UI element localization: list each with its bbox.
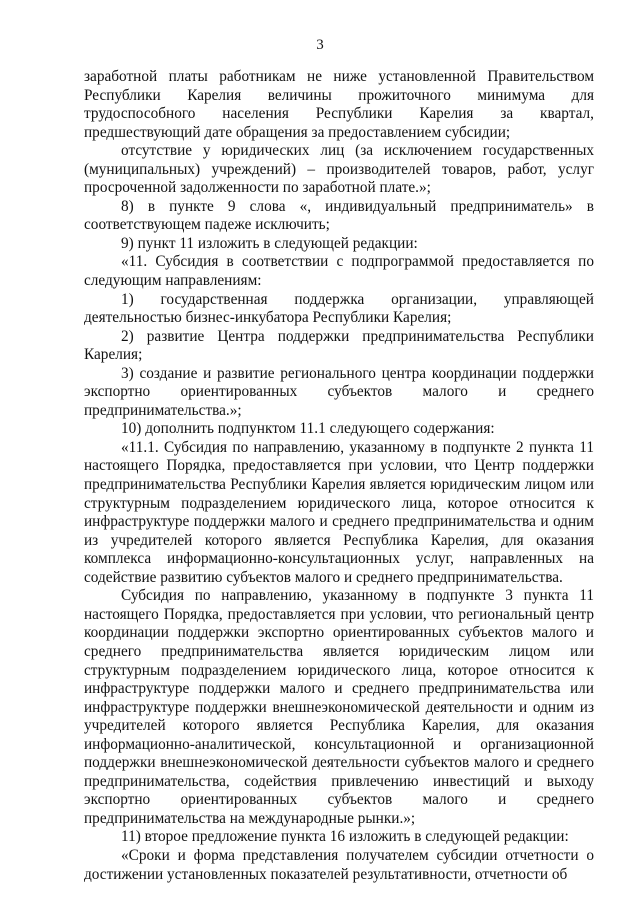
paragraph-point-11: «11. Субсидия в соответствии с подпрограммой предоставляется по следующим направлениям: xyxy=(84,253,594,290)
paragraph-item-11: 11) второе предложение пункта 16 изложить в следующей редакции: xyxy=(121,828,569,846)
paragraph-item-8: 8) в пункте 9 слова «, индивидуальный предприниматель» в соответствующем падеже исключить; xyxy=(84,197,594,234)
paragraph-direction-1: 1) государственная поддержка организации, управляющей деятельностью бизнес-инкубатора Республики Карелия; xyxy=(84,290,594,327)
document-body xyxy=(84,68,594,884)
paragraph-salary-condition: заработной платы работникам не ниже установленной Правительством Республики Карелия величины прожиточного минимума для трудоспособного населения Республики Карелия за квартал, предшествующий дате обращения за предоставлением субсидии; xyxy=(84,68,594,141)
paragraph-point-11-1: «11.1. Субсидия по направлению, указанному в подпункте 2 пункта 11 настоящего Порядка, предоставляется при условии, что Центр поддержки предпринимательства Республики Карелия является юридическим лицом или структурным подразделением юридического лица, которое относится к инфраструктуре поддержки малого и среднего предпринимательства и одним из учредителей которого является Республика Карелия, для оказания комплекса информационно-консультационных услуг, направленных на содействие развитию субъектов малого и среднего предпринимательства. xyxy=(84,438,594,586)
paragraph-direction-2: 2) развитие Центра поддержки предпринимательства Республики Карелия; xyxy=(84,327,594,364)
paragraph-item-10: 10) дополнить подпунктом 11.1 следующего содержания: xyxy=(121,420,495,438)
paragraph-subsidy-direction-3: Субсидия по направлению, указанному в подпункте 3 пункта 11 настоящего Порядка, предоставляется при условии, что региональный центр координации поддержки экспортно ориентированных субъектов малого и среднего предпринимательства является юридическим лицом или структурным подразделением юридического лица, которое относится к инфраструктуре поддержки малого и среднего предпринимательства или инфраструктуре поддержки внешнеэкономической деятельности и одним из учредителей которого является Республика Карелия, для оказания информационно-аналитической, консультационной и организационной поддержки внешнеэкономической деятельности субъектов малого и среднего предпринимательства, содействия привлечению инвестиций и выходу экспортно ориентированных субъектов малого и среднего предпринимательства на международные рынки.»; xyxy=(84,587,594,827)
paragraph-direction-3: 3) создание и развитие регионального центра координации поддержки экспортно ориентированных субъектов малого и среднего предпринимательства.»; xyxy=(84,364,594,419)
paragraph-item-9: 9) пункт 11 изложить в следующей редакции: xyxy=(121,234,418,252)
paragraph-reporting-terms: «Сроки и форма представления получателем субсидии отчетности о достижении установленных показателей результативности, отчетности об xyxy=(84,846,594,883)
page-number: 3 xyxy=(316,37,324,53)
paragraph-no-wage-arrears: отсутствие у юридических лиц (за исключением государственных (муниципальных) учреждений) – производителей товаров, работ, услуг просроченной задолженности по заработной плате.»; xyxy=(84,142,594,197)
